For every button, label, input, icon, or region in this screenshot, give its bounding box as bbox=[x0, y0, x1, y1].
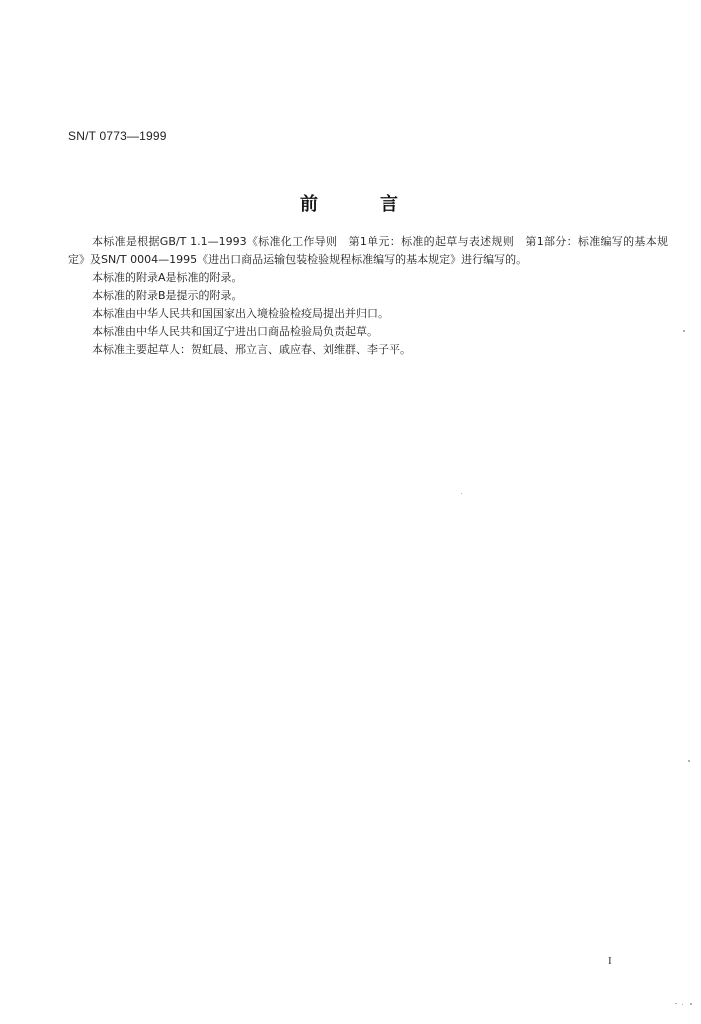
title-char-2: 言 bbox=[380, 194, 398, 215]
foreword-body bbox=[68, 233, 668, 359]
scan-speck bbox=[688, 760, 690, 762]
scan-speck bbox=[682, 1004, 683, 1005]
paragraph-basis: 本标准是根据GB/T 1.1—1993《标准化工作导则 第1单元：标准的起草与表述规则 第1部分：标准编写的基本规定》及SN/T 0004—1995《进出口商品运输包装检验规程标准编写的基本规定》进行编写的。 bbox=[68, 235, 668, 266]
scan-speck bbox=[690, 1003, 692, 1005]
page-number: I bbox=[608, 955, 612, 967]
scan-speck bbox=[675, 1003, 677, 1004]
paragraph-appendix-b: 本标准的附录B是提示的附录。 bbox=[92, 289, 243, 302]
paragraph-drafter: 本标准由中华人民共和国辽宁进出口商品检验局负责起草。 bbox=[92, 325, 378, 338]
scan-speck bbox=[461, 493, 462, 494]
paragraph-authors: 本标准主要起草人：贺虹晨、邢立言、戚应春、刘维群、李子平。 bbox=[92, 343, 411, 356]
standard-code: SN/T 0773—1999 bbox=[68, 129, 167, 143]
scan-speck bbox=[683, 330, 685, 332]
paragraph-appendix-a: 本标准的附录A是标准的附录。 bbox=[92, 271, 243, 284]
title-char-1: 前 bbox=[300, 194, 318, 215]
paragraph-proposer: 本标准由中华人民共和国国家出入境检验检疫局提出并归口。 bbox=[92, 307, 389, 320]
